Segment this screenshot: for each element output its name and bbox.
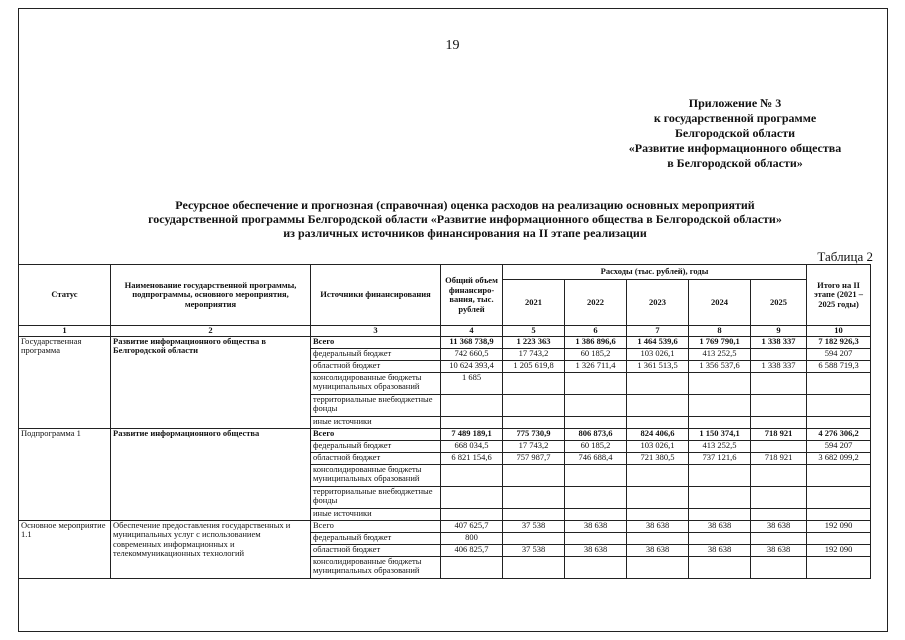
row-value xyxy=(689,416,751,428)
row-value xyxy=(503,372,565,394)
column-number: 8 xyxy=(689,326,751,337)
row-status: Государственная программа xyxy=(19,336,111,428)
row-value: 1 685 xyxy=(441,372,503,394)
row-value xyxy=(751,532,807,544)
row-value: 38 638 xyxy=(689,544,751,556)
header-year: 2021 xyxy=(503,280,565,326)
column-number: 6 xyxy=(565,326,627,337)
row-value: 1 205 619,8 xyxy=(503,360,565,372)
header-status: Статус xyxy=(19,265,111,326)
row-value xyxy=(441,416,503,428)
row-value xyxy=(689,532,751,544)
table-row xyxy=(19,428,871,440)
column-number: 3 xyxy=(311,326,441,337)
row-source: консолидированные бюджеты муниципальных образований xyxy=(311,556,441,578)
row-value: 4 276 306,2 xyxy=(807,428,871,440)
row-value xyxy=(751,440,807,452)
row-value xyxy=(441,394,503,416)
row-value: 718 921 xyxy=(751,452,807,464)
header-stage-total: Итого на II этапе (2021 – 2025 годы) xyxy=(807,265,871,326)
row-value: 37 538 xyxy=(503,520,565,532)
row-value: 1 150 374,1 xyxy=(689,428,751,440)
document-title xyxy=(70,198,860,240)
row-value: 6 588 719,3 xyxy=(807,360,871,372)
row-value xyxy=(807,394,871,416)
column-numbers-row xyxy=(19,326,871,337)
row-source: Всего xyxy=(311,520,441,532)
row-value xyxy=(565,464,627,486)
row-value: 60 185,2 xyxy=(565,440,627,452)
row-value xyxy=(807,416,871,428)
row-value: 17 743,2 xyxy=(503,440,565,452)
row-name: Обеспечение предоставления государственных и муниципальных услуг с использованием современных информационных и телекоммуникационных технологий xyxy=(111,520,311,578)
row-source: Всего xyxy=(311,428,441,440)
header-year: 2024 xyxy=(689,280,751,326)
row-value xyxy=(565,556,627,578)
row-value: 6 821 154,6 xyxy=(441,452,503,464)
row-source: иные источники xyxy=(311,508,441,520)
row-value: 1 464 539,6 xyxy=(627,336,689,348)
row-value xyxy=(751,416,807,428)
row-value xyxy=(565,532,627,544)
header-year: 2025 xyxy=(751,280,807,326)
row-value xyxy=(807,556,871,578)
row-value xyxy=(503,464,565,486)
row-source: федеральный бюджет xyxy=(311,348,441,360)
row-value: 1 769 790,1 xyxy=(689,336,751,348)
row-value xyxy=(751,394,807,416)
table-label: Таблица 2 xyxy=(817,249,873,264)
row-value xyxy=(503,532,565,544)
table-row xyxy=(19,520,871,532)
row-value: 746 688,4 xyxy=(565,452,627,464)
row-value: 17 743,2 xyxy=(503,348,565,360)
row-value: 1 386 896,6 xyxy=(565,336,627,348)
row-value: 1 223 363 xyxy=(503,336,565,348)
row-value: 718 921 xyxy=(751,428,807,440)
header-year: 2022 xyxy=(565,280,627,326)
row-value: 38 638 xyxy=(565,520,627,532)
row-value xyxy=(689,372,751,394)
row-value xyxy=(627,486,689,508)
header-name: Наименование государственной программы, подпрограммы, основного мероприятия, мероприятия xyxy=(111,265,311,326)
row-value: 38 638 xyxy=(565,544,627,556)
row-value xyxy=(751,372,807,394)
row-value xyxy=(627,532,689,544)
row-value: 800 xyxy=(441,532,503,544)
row-value xyxy=(627,556,689,578)
appendix-heading xyxy=(600,96,870,171)
row-source: областной бюджет xyxy=(311,544,441,556)
row-value xyxy=(627,394,689,416)
row-value: 38 638 xyxy=(689,520,751,532)
row-source: федеральный бюджет xyxy=(311,440,441,452)
row-value xyxy=(689,556,751,578)
row-value: 1 356 537,6 xyxy=(689,360,751,372)
row-value xyxy=(751,556,807,578)
row-value xyxy=(565,372,627,394)
row-value: 742 660,5 xyxy=(441,348,503,360)
appendix-line: Белгородской области xyxy=(674,126,796,140)
row-value xyxy=(751,464,807,486)
column-number: 5 xyxy=(503,326,565,337)
row-source: консолидированные бюджеты муниципальных образований xyxy=(311,464,441,486)
row-source: федеральный бюджет xyxy=(311,532,441,544)
row-value: 60 185,2 xyxy=(565,348,627,360)
row-value: 10 624 393,4 xyxy=(441,360,503,372)
table-body xyxy=(19,326,871,579)
row-value: 1 361 513,5 xyxy=(627,360,689,372)
row-value: 38 638 xyxy=(751,544,807,556)
row-value: 3 682 099,2 xyxy=(807,452,871,464)
row-status: Подпрограмма 1 xyxy=(19,428,111,520)
column-number: 2 xyxy=(111,326,311,337)
row-name: Развитие информационного общества в Белгородской области xyxy=(111,336,311,428)
row-value xyxy=(565,486,627,508)
row-value xyxy=(751,486,807,508)
row-value: 757 987,7 xyxy=(503,452,565,464)
row-value: 407 625,7 xyxy=(441,520,503,532)
row-value: 413 252,5 xyxy=(689,440,751,452)
row-value: 38 638 xyxy=(627,520,689,532)
row-value xyxy=(565,508,627,520)
row-value xyxy=(441,508,503,520)
row-value xyxy=(807,486,871,508)
row-source: Всего xyxy=(311,336,441,348)
row-value xyxy=(627,372,689,394)
row-value: 192 090 xyxy=(807,520,871,532)
row-value xyxy=(441,464,503,486)
row-value: 7 182 926,3 xyxy=(807,336,871,348)
row-source: иные источники xyxy=(311,416,441,428)
appendix-line: «Развитие информационного общества xyxy=(628,141,842,155)
row-value: 1 338 337 xyxy=(751,336,807,348)
row-value: 737 121,6 xyxy=(689,452,751,464)
row-value: 594 207 xyxy=(807,348,871,360)
row-value xyxy=(807,372,871,394)
title-line: государственной программы Белгородской области «Развитие информационного общества в Белгородской области» xyxy=(148,212,782,226)
row-value xyxy=(627,416,689,428)
row-value xyxy=(627,464,689,486)
financing-table xyxy=(18,264,871,579)
row-value xyxy=(689,508,751,520)
row-value: 806 873,6 xyxy=(565,428,627,440)
row-value xyxy=(751,348,807,360)
row-value: 668 034,5 xyxy=(441,440,503,452)
row-value xyxy=(503,416,565,428)
appendix-line: Приложение № 3 xyxy=(688,96,782,110)
appendix-line: к государственной программе xyxy=(653,111,817,125)
row-name: Развитие информационного общества xyxy=(111,428,311,520)
row-value xyxy=(441,486,503,508)
row-value xyxy=(503,486,565,508)
row-source: консолидированные бюджеты муниципальных образований xyxy=(311,372,441,394)
row-status: Основное мероприятие 1.1 xyxy=(19,520,111,578)
table-row xyxy=(19,336,871,348)
title-line: Ресурсное обеспечение и прогнозная (справочная) оценка расходов на реализацию основных мероприятий xyxy=(175,198,755,212)
row-value xyxy=(807,464,871,486)
row-value xyxy=(807,508,871,520)
row-value: 406 825,7 xyxy=(441,544,503,556)
row-value: 11 368 738,9 xyxy=(441,336,503,348)
row-source: территориальные внебюджетные фонды xyxy=(311,486,441,508)
row-value: 1 326 711,4 xyxy=(565,360,627,372)
row-value xyxy=(689,464,751,486)
row-value xyxy=(689,394,751,416)
title-line: из различных источников финансирования на II этапе реализации xyxy=(283,226,647,240)
row-source: областной бюджет xyxy=(311,452,441,464)
column-number: 1 xyxy=(19,326,111,337)
row-value: 413 252,5 xyxy=(689,348,751,360)
row-value: 192 090 xyxy=(807,544,871,556)
header-expenses: Расходы (тыс. рублей), годы xyxy=(503,265,807,280)
row-value: 1 338 337 xyxy=(751,360,807,372)
column-number: 4 xyxy=(441,326,503,337)
row-value xyxy=(807,532,871,544)
row-value: 38 638 xyxy=(751,520,807,532)
column-number: 9 xyxy=(751,326,807,337)
appendix-line: в Белгородской области» xyxy=(667,156,803,170)
header-source: Источники финансирования xyxy=(311,265,441,326)
column-number: 10 xyxy=(807,326,871,337)
row-value xyxy=(565,394,627,416)
row-value xyxy=(503,394,565,416)
row-value: 38 638 xyxy=(627,544,689,556)
row-value: 7 489 189,1 xyxy=(441,428,503,440)
row-value xyxy=(503,508,565,520)
page-number: 19 xyxy=(445,38,460,53)
row-value xyxy=(441,556,503,578)
row-value xyxy=(751,508,807,520)
header-year: 2023 xyxy=(627,280,689,326)
row-source: территориальные внебюджетные фонды xyxy=(311,394,441,416)
row-value: 824 406,6 xyxy=(627,428,689,440)
header-total-volume: Общий объем финансиро-вания, тыс. рублей xyxy=(441,265,503,326)
column-number: 7 xyxy=(627,326,689,337)
row-value xyxy=(627,508,689,520)
row-value: 37 538 xyxy=(503,544,565,556)
row-value: 721 380,5 xyxy=(627,452,689,464)
row-value: 775 730,9 xyxy=(503,428,565,440)
row-value: 103 026,1 xyxy=(627,348,689,360)
row-value: 103 026,1 xyxy=(627,440,689,452)
row-value xyxy=(689,486,751,508)
row-source: областной бюджет xyxy=(311,360,441,372)
row-value xyxy=(565,416,627,428)
row-value xyxy=(503,556,565,578)
row-value: 594 207 xyxy=(807,440,871,452)
